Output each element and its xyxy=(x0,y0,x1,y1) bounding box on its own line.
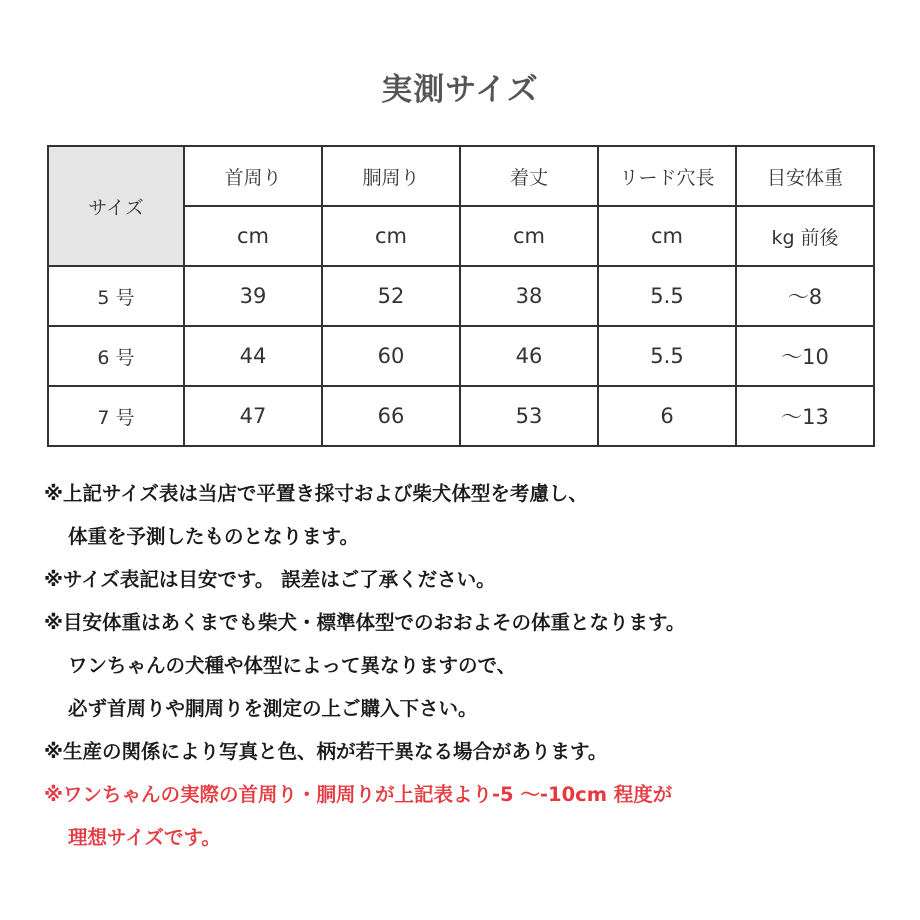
size-header: サイズ xyxy=(48,146,184,266)
note-line-highlight: ※ワンちゃんの実際の首周り・胴周りが上記表より-5 ～-10cm 程度が xyxy=(44,783,673,806)
column-header: 胴周り xyxy=(322,146,460,206)
note-line: ※サイズ表記は目安です。 誤差はご了承ください。 xyxy=(44,568,496,591)
column-unit: cm xyxy=(460,206,598,266)
table-cell: 66 xyxy=(322,386,460,446)
table-cell: 60 xyxy=(322,326,460,386)
table-cell: 5.5 xyxy=(598,326,736,386)
note-line: ワンちゃんの犬種や体型によって異なりますので、 xyxy=(68,654,517,677)
column-header: リード穴長 xyxy=(598,146,736,206)
table-cell: 44 xyxy=(184,326,322,386)
table-cell: 52 xyxy=(322,266,460,326)
header-row-names xyxy=(48,146,874,206)
column-unit: cm xyxy=(598,206,736,266)
column-unit: cm xyxy=(322,206,460,266)
column-unit: kg 前後 xyxy=(736,206,874,266)
note-line: ※生産の関係により写真と色、柄が若干異なる場合があります。 xyxy=(44,740,608,763)
table-cell: 53 xyxy=(460,386,598,446)
table-cell: 38 xyxy=(460,266,598,326)
note-line-highlight: 理想サイズです。 xyxy=(68,826,221,849)
table-row xyxy=(48,266,874,326)
table-cell: ～13 xyxy=(736,386,874,446)
row-size-label: 7 号 xyxy=(48,386,184,446)
table-cell: 46 xyxy=(460,326,598,386)
table-cell: 6 xyxy=(598,386,736,446)
table-cell: 47 xyxy=(184,386,322,446)
column-header: 目安体重 xyxy=(736,146,874,206)
table-row xyxy=(48,326,874,386)
page-title: 実測サイズ xyxy=(381,72,539,108)
table-cell: ～10 xyxy=(736,326,874,386)
note-line: ※上記サイズ表は当店で平置き採寸および柴犬体型を考慮し、 xyxy=(44,482,588,505)
table-row xyxy=(48,386,874,446)
row-size-label: 6 号 xyxy=(48,326,184,386)
size-table xyxy=(47,145,875,447)
column-unit: cm xyxy=(184,206,322,266)
table-cell: 5.5 xyxy=(598,266,736,326)
column-header: 首周り xyxy=(184,146,322,206)
notes-block xyxy=(44,472,904,859)
table-cell: 39 xyxy=(184,266,322,326)
note-line: ※目安体重はあくまでも柴犬・標準体型でのおおよその体重となります。 xyxy=(44,611,686,634)
note-line: 必ず首周りや胴周りを測定の上ご購入下さい。 xyxy=(68,697,478,720)
table-cell: ～8 xyxy=(736,266,874,326)
note-line: 体重を予測したものとなります。 xyxy=(68,525,359,548)
row-size-label: 5 号 xyxy=(48,266,184,326)
column-header: 着丈 xyxy=(460,146,598,206)
